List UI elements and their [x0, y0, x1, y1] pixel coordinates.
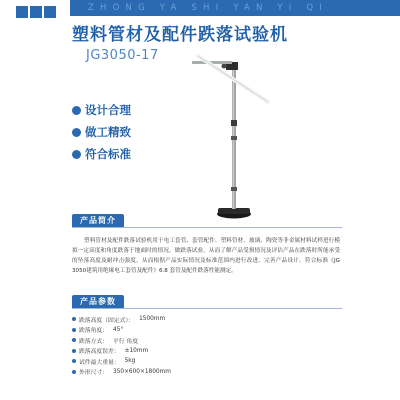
product-clamp-knob	[222, 64, 227, 69]
bullet-dot-icon	[72, 128, 81, 137]
section-divider	[72, 308, 342, 309]
product-image	[180, 52, 270, 222]
param-value: 45°	[113, 326, 124, 333]
param-row	[72, 356, 340, 367]
param-value: 5kg	[124, 358, 136, 365]
params-section-header	[72, 295, 124, 309]
param-label: 跌落方式：	[79, 338, 108, 345]
product-collar-mid	[231, 136, 237, 140]
feature-item	[72, 144, 131, 164]
bullet-dot-icon	[72, 370, 76, 374]
feature-label: 做工精致	[85, 125, 131, 139]
param-value: 平行 角度	[113, 338, 139, 345]
page-title: 塑料管材及配件跌落试验机	[72, 25, 288, 45]
param-value: 1500mm	[139, 316, 166, 323]
header-band-text: ZHONG YA SHI YAN YI QI	[88, 3, 329, 13]
model-number: JG3050-17	[86, 48, 159, 63]
feature-label: 设计合理	[85, 103, 131, 117]
feature-label: 符合标准	[85, 147, 131, 161]
section-tag-intro: 产品简介	[72, 214, 124, 228]
param-label: 外形尺寸：	[79, 370, 108, 377]
param-label: 跌落高度（固定式）：	[79, 317, 135, 324]
product-collar-lower	[231, 187, 237, 191]
param-row	[72, 346, 340, 357]
param-row	[72, 314, 340, 325]
bullet-dot-icon	[72, 106, 81, 115]
param-label: 试件最大重量：	[79, 359, 120, 366]
param-value: 350×600×1800mm	[113, 368, 171, 375]
header-band	[70, 0, 400, 16]
param-label: 跌落高度误差：	[79, 349, 120, 356]
section-tag-params: 产品参数	[72, 295, 124, 309]
bullet-dot-icon	[72, 317, 76, 321]
param-value: ±10mm	[124, 347, 149, 354]
intro-section-header	[72, 214, 124, 228]
param-list	[72, 314, 340, 377]
param-label: 跌落角度：	[79, 328, 108, 335]
bullet-dot-icon	[72, 349, 76, 353]
section-divider	[72, 227, 342, 228]
feature-list	[72, 100, 131, 166]
feature-item	[72, 100, 131, 120]
bullet-dot-icon	[72, 338, 76, 342]
bullet-dot-icon	[72, 150, 81, 159]
param-row	[72, 367, 340, 378]
param-row	[72, 325, 340, 336]
logo-squares-icon	[16, 6, 56, 46]
feature-item	[72, 122, 131, 142]
product-collar-upper	[231, 120, 237, 126]
bullet-dot-icon	[72, 359, 76, 363]
bullet-dot-icon	[72, 328, 76, 332]
param-row	[72, 335, 340, 346]
intro-paragraph: 塑料管材及配件跌落试验机用于电工套管、套管配件、塑料管材、玻璃、陶瓷等非金属材料试样进行模拟一定高度和角度跌落于地面时的情况，做跌落试验。从而了解产品受损情况及评估产品在跌落时所能承受的坠落高度及耐冲击强度。从而根据产品实际情况及标准范围内进行改进、完善产品设计。符合标准《JG 3050建筑用绝缘电工套管及配件》6.8 套管及配件跌落性能测定。	[72, 238, 340, 274]
